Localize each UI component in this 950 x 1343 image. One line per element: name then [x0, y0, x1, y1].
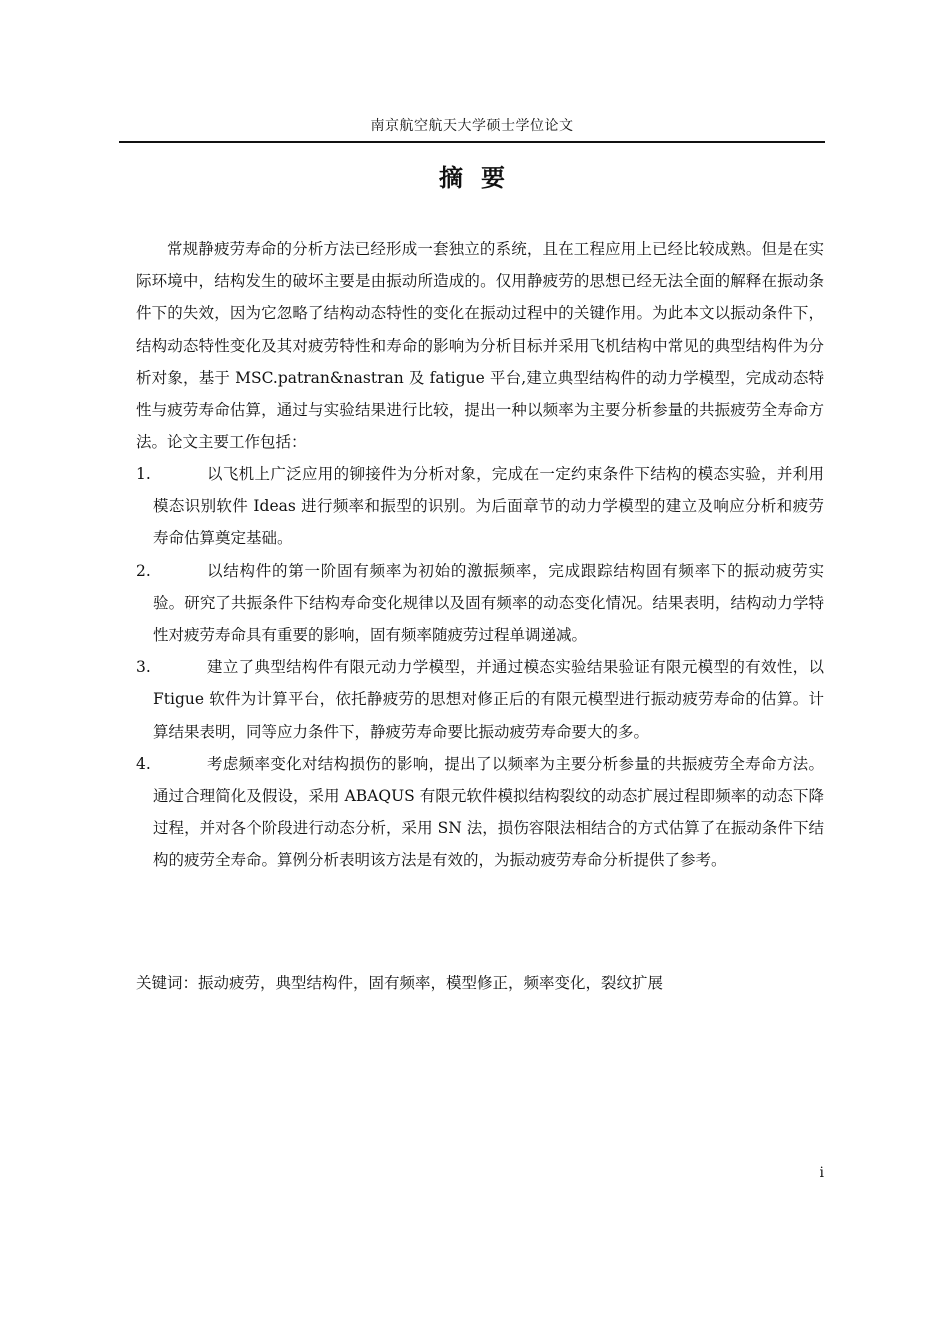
work-item-text: 考虑频率变化对结构损伤的影响，提出了以频率为主要分析参量的共振疲劳全寿命方法。通过合理简化及假设，采用 ABAQUS 有限元软件模拟结构裂纹的动态扩展过程即频率的动态下降过程，并对各个阶段进行动态分析，采用 SN 法，损伤容限法相结合的方式估算了在振动条件下结构的疲劳全寿命。算例分析表明该方法是有效的，为振动疲劳寿命分析提供了参考。 — [153, 754, 824, 870]
work-item-text: 建立了典型结构件有限元动力学模型，并通过模态实验结果验证有限元模型的有效性，以 Ftigue 软件为计算平台，依托静疲劳的思想对修正后的有限元模型进行振动疲劳寿命的估算。计算结果表明，同等应力条件下，静疲劳寿命要比振动疲劳寿命要大的多。 — [153, 658, 824, 741]
work-item-number: 2. — [136, 561, 151, 580]
work-item — [136, 555, 824, 652]
work-item-number: 4. — [136, 754, 151, 773]
keywords-line: 关键词：振动疲劳，典型结构件，固有频率，模型修正，频率变化，裂纹扩展 — [136, 974, 664, 992]
running-header: 南京航空航天大学硕士学位论文 — [370, 118, 574, 134]
work-item-text: 以结构件的第一阶固有频率为初始的激振频率，完成跟踪结构固有频率下的振动疲劳实验。研究了共振条件下结构寿命变化规律以及固有频率的动态变化情况。结果表明，结构动力学特性对疲劳寿命具有重要的影响，固有频率随疲劳过程单调递减。 — [153, 561, 824, 645]
main-work-list — [136, 458, 824, 877]
work-item — [136, 651, 824, 748]
abstract-title: 摘要 — [439, 163, 523, 192]
header-rule — [119, 141, 825, 143]
page-number: i — [819, 1165, 824, 1181]
abstract-intro-paragraph: 常规静疲劳寿命的分析方法已经形成一套独立的系统，且在工程应用上已经比较成熟。但是在实际环境中，结构发生的破坏主要是由振动所造成的。仅用静疲劳的思想已经无法全面的解释在振动条件下的失效，因为它忽略了结构动态特性的变化在振动过程中的关键作用。为此本文以振动条件下，结构动态特性变化及其对疲劳特性和寿命的影响为分析目标并采用飞机结构中常见的典型结构件为分析对象，基于 MSC.patran&nastran 及 fatigue 平台,建立典型结构件的动力学模型，完成动态特性与疲劳寿命估算，通过与实验结果进行比较，提出一种以频率为主要分析参量的共振疲劳全寿命方法。论文主要工作包括： — [136, 240, 824, 452]
work-item — [136, 748, 824, 877]
work-item — [136, 458, 824, 555]
work-item-number: 1. — [136, 465, 151, 483]
work-item-text: 以飞机上广泛应用的铆接件为分析对象，完成在一定约束条件下结构的模态实验，并利用模态识别软件 Ideas 进行频率和振型的识别。为后面章节的动力学模型的建立及响应分析和疲劳寿命估算奠定基础。 — [153, 465, 824, 548]
work-item-number: 3. — [136, 658, 151, 677]
